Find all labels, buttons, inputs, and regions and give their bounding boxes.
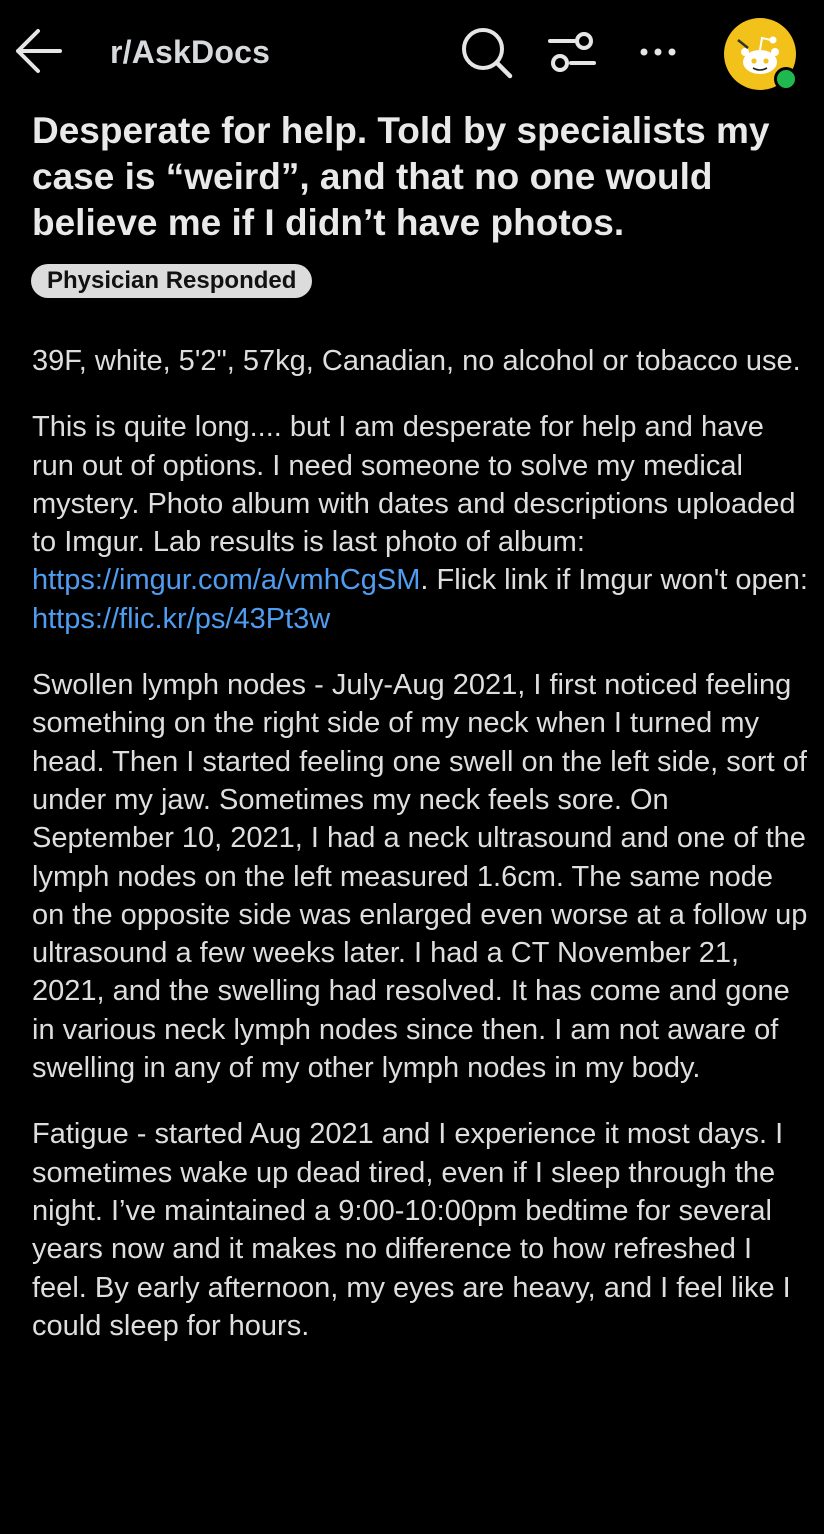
more-options-icon[interactable] xyxy=(630,24,686,80)
subreddit-name[interactable]: r/AskDocs xyxy=(110,34,271,70)
body-paragraph-3: Swollen lymph nodes - July-Aug 2021, I first noticed feeling something on the right side of my neck when I turned my head. Then I started feeling one swell on the left side, sort of under my jaw. Sometimes my neck feels sore. On September 10, 2021, I had a neck ultrasound and one of the lymph nodes on the left measured 1.6cm. The same node on the opposite side was enlarged even worse at a follow up ultrasound a few weeks later. I had a CT November 21, 2021, and the swelling had resolved. It has come and gone in various neck lymph nodes since then. I am not aware of swelling in any of my other lymph nodes in my body. xyxy=(32,669,808,1085)
bottom-fade xyxy=(0,1490,824,1534)
back-arrow-icon[interactable] xyxy=(10,22,68,80)
post-title: Desperate for help. Told by specialists my case is “weird”, and that no one would believe me if I didn’t have photos. xyxy=(32,110,770,243)
paragraph-2-text-a: This is quite long.... but I am desperate for help and have run out of options. I need someone to solve my medical mystery. Photo album with dates and descriptions uploaded to Imgur. Lab results is last photo of album: xyxy=(32,411,796,559)
post-body xyxy=(32,342,812,1373)
top-app-bar xyxy=(0,0,824,100)
search-icon[interactable] xyxy=(458,24,514,80)
body-paragraph-4: Fatigue - started Aug 2021 and I experience it most days. I sometimes wake up dead tired, even if I sleep through the night. I’ve maintained a 9:00-10:00pm bedtime for several years now and it makes no difference to how refreshed I feel. By early afternoon, my eyes are heavy, and I feel like I could sleep for hours. xyxy=(32,1118,791,1342)
sort-filter-icon[interactable] xyxy=(544,24,600,80)
paragraph-2-text-b: . Flick link if Imgur won't open: xyxy=(420,564,808,597)
body-paragraph-1: 39F, white, 5'2", 57kg, Canadian, no alcohol or tobacco use. xyxy=(32,345,801,377)
body-paragraph-2 xyxy=(32,408,812,638)
flickr-link[interactable]: https://flic.kr/ps/43Pt3w xyxy=(32,602,331,635)
imgur-link[interactable]: https://imgur.com/a/vmhCgSM xyxy=(32,564,421,597)
post-flair-badge[interactable]: Physician Responded xyxy=(31,264,312,298)
online-status-dot xyxy=(774,67,798,91)
